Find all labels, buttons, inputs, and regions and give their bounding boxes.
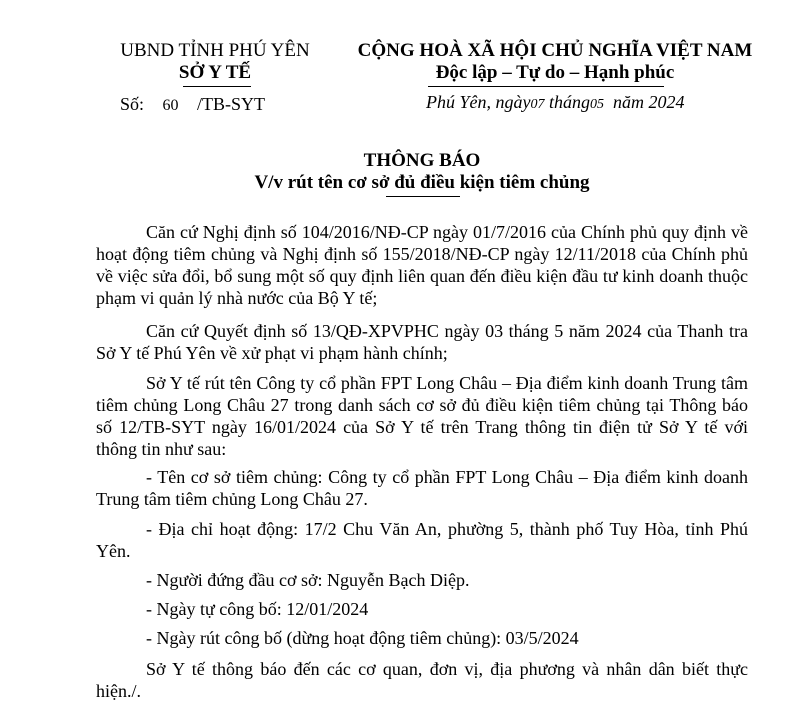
nation-title: CỘNG HOÀ XÃ HỘI CHỦ NGHĨA VIỆT NAM <box>357 40 753 61</box>
paragraph-decision: Sở Y tế rút tên Công ty cổ phần FPT Long Châu – Địa điểm kinh doanh Trung tâm tiêm chủng Long Châu 27 trong danh sách cơ sở đủ điều kiện tiêm chủng tại Thông báo số 12/TB-SYT ngày 16/01/2024 của Sở Y tế trên Trang thông tin điện tử Sở Y tế với thông tin như sau: <box>96 373 748 459</box>
paragraph-closing: Sở Y tế thông báo đến các cơ quan, đơn vị, địa phương và nhân dân biết thực hiện./. <box>96 659 748 701</box>
month-label: tháng <box>548 92 590 112</box>
number-label: Số: <box>120 94 145 114</box>
place-date <box>426 92 685 113</box>
item-facility-name: - Tên cơ sở tiêm chủng: Công ty cổ phần FPT Long Châu – Địa điểm kinh doanh Trung tâm tiêm chủng Long Châu 27. <box>96 467 748 509</box>
number-suffix: /TB-SYT <box>197 94 266 114</box>
place-date-prefix: Phú Yên, ngày <box>426 92 531 112</box>
agency-parent: UBND TỈNH PHÚ YÊN <box>120 40 310 61</box>
item-head-of-facility: - Người đứng đầu cơ sở: Nguyễn Bạch Diệp. <box>146 570 470 590</box>
date-month: 05 <box>590 97 604 112</box>
item-withdraw-date: - Ngày rút công bố (dừng hoạt động tiêm chủng): 03/5/2024 <box>146 628 579 648</box>
document-number <box>120 94 265 115</box>
date-day: 07 <box>530 97 545 112</box>
motto-underline <box>428 86 664 87</box>
paragraph-legal-basis-1: Căn cứ Nghị định số 104/2016/NĐ-CP ngày 01/7/2016 của Chính phủ quy định về hoạt động tiêm chủng và Nghị định số 155/2018/NĐ-CP ngày 12/11/2018 của Chính phủ về việc sửa đổi, bổ sung một số quy định liên quan đến điều kiện đầu tư kinh doanh thuộc phạm vi quản lý nhà nước của Bộ Y tế; <box>96 222 748 308</box>
subject-underline <box>386 196 460 197</box>
paragraph-legal-basis-2: Căn cứ Quyết định số 13/QĐ-XPVPHC ngày 03 tháng 5 năm 2024 của Thanh tra Sở Y tế Phú Yên về xử phạt vi phạm hành chính; <box>96 321 748 363</box>
date-year: năm 2024 <box>613 92 685 112</box>
agency-underline <box>183 86 251 87</box>
item-self-announce-date: - Ngày tự công bố: 12/01/2024 <box>146 599 369 619</box>
motto: Độc lập – Tự do – Hạnh phúc <box>435 62 675 83</box>
agency-name: SỞ Y TẾ <box>178 62 252 83</box>
number-value: 60 <box>162 97 179 114</box>
document-subject: V/v rút tên cơ sở đủ điều kiện tiêm chủng <box>254 172 590 193</box>
item-address: - Địa chỉ hoạt động: 17/2 Chu Văn An, phường 5, thành phố Tuy Hòa, tỉnh Phú Yên. <box>96 519 748 561</box>
document-type: THÔNG BÁO <box>363 150 481 171</box>
